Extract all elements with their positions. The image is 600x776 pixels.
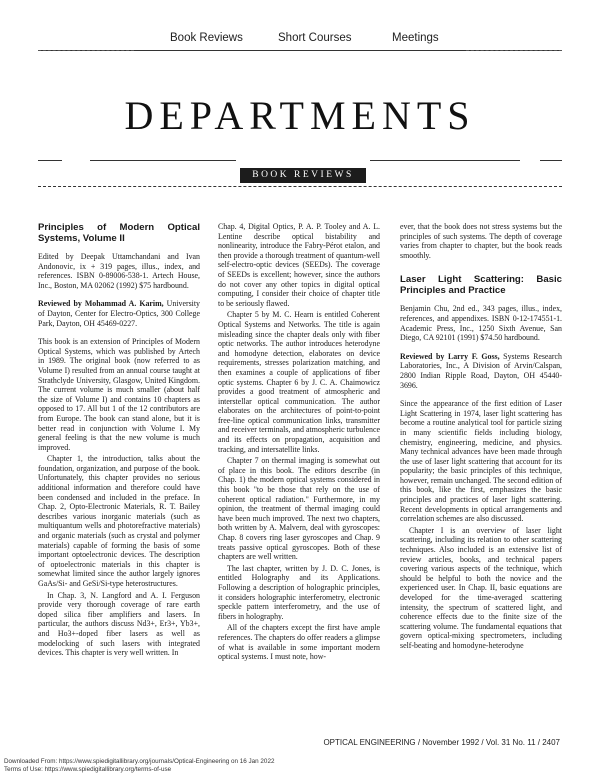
- column-3: [400, 222, 562, 653]
- review-1-paragraph: ever, that the book does not stress systems but the principles of such systems. The depth of coverage varies from chapter to chapter, but the book reads smoothly.: [400, 222, 562, 260]
- band-bottom-rule: [38, 186, 562, 187]
- review-2-title: Laser Light Scattering: Basic Principles and Practice: [400, 274, 562, 297]
- terms-link[interactable]: Terms of Use: https://www.spiedigitallibrary.org/terms-of-use: [4, 766, 172, 773]
- reviewer-1-name: Reviewed by Mohammad A. Karim,: [38, 299, 164, 309]
- review-1-reviewer: [38, 299, 200, 328]
- review-1-paragraph: Chapter 1, the introduction, talks about the foundation, organization, and purpose of the book. Unfortunately, this chapter provides no serious additional information and therefore could have been condensed and included in the preface. In Chap. 2, Opto-Electronic Materials, R. T. Bailey describes various inorganic materials (such as multiquantum wells and photorefractive materials) and organic materials (such as crystal and polymer materials) capable of forming the basis of some important optoelectronic devices. The description of optoelectronic materials in this chapter is somewhat limited since the author largely ignores GaAs/Si- and GeSi/Si-type heterostructures.: [38, 454, 200, 588]
- review-1-meta: Edited by Deepak Uttamchandani and Ivan Andonovic, ix + 319 pages, illus., index, and references. ISBN 0-89006-538-1. Artech House, Inc., Boston, MA 02062 (1992) $75 hardbound.: [38, 252, 200, 290]
- reviewer-1-affiliation: University of Dayton, Center for Electro-Optics, 300 College Park, Dayton, OH 45469-0227.: [38, 299, 200, 328]
- column-2: [218, 222, 380, 664]
- band-rule-right: [370, 160, 520, 161]
- review-1-paragraph: Chapter 5 by M. C. Hearn is entitled Coherent Optical Systems and Networks. The title is again misleading since the chapter deals only with fiber optic networks. The author introduces heterodyne and homodyne detection, elaborates on device requirements, stresses polarization matching, and then examines a couple of applications of fiber optic systems. Chapter 6 by J. C. A. Chaimowicz provides a good treatment of atmospheric and interstellar optical communication. The author elaborates on the architectures of point-to-point free-line optical communication links, transmitter and receiver terminals, and atmospheric turbulence and its effects on propagation, acquisition and tracking, and intersatellite links.: [218, 310, 380, 454]
- review-2-paragraph: Since the appearance of the first edition of Laser Light Scattering in 1974, laser light scattering has become a routine analytical tool for particle sizing in many scientific fields including biology, chemistry, engineering, medicine, and physics. Many technical advances have been made through the use of laser light scattering that account for its popularity; the basic principles of this technique, however, remain unchanged. The second edition of this book, like the first, emphasizes the basic principles and practices of laser light scattering. Recent developments in optical arrangements and correlation schemes are also discussed.: [400, 399, 562, 524]
- review-1-paragraph: In Chap. 3, N. Langford and A. I. Ferguson provide very thorough coverage of rare earth doped silica fiber amplifiers and lasers. In particular, the authors discuss Nd3+, Er3+, Yb3+, and Ho3+-doped fiber lasers as well as modelocking of such lasers with integrated devices. This chapter is very well written. In: [38, 590, 200, 658]
- review-1-paragraph: The last chapter, written by J. D. C. Jones, is entitled Holography and its Applications. Following a description of holographic principles, it considers holographic interferometry, electronic speckle pattern interferometry, and the use of fibers in holography.: [218, 563, 380, 621]
- book-reviews-band: BOOK REVIEWS: [240, 168, 366, 183]
- review-1-paragraph: This book is an extension of Principles of Modern Optical Systems, which was published by Artech in 1989. The original book (now referred to as Volume I) resulted from an annual course taught at Strathclyde University, Glasgow, United Kingdom. The current volume is much smaller (about half the size of Volume I) and contains 10 chapters as opposed to 17. All but 1 of the 12 contributors are from Europe. The book can stand alone, but it is better read in conjunction with Volume I. My general feeling is that the new volume is much improved.: [38, 337, 200, 452]
- review-2-reviewer: [400, 352, 562, 390]
- left-dash: [38, 50, 134, 51]
- section-title: DEPARTMENTS: [124, 93, 476, 138]
- band-rule-right-short: [540, 160, 562, 161]
- review-1-paragraph: All of the chapters except the first have ample references. The chapters do offer readers a glimpse of what is available in some important modern optical systems. I must note, how-: [218, 623, 380, 662]
- reviewer-2-name: Reviewed by Larry F. Goss,: [400, 351, 500, 361]
- right-dash: [466, 50, 562, 51]
- journal-footer: OPTICAL ENGINEERING / November 1992 / Vol. 31 No. 11 / 2407: [323, 738, 560, 747]
- nav-short-courses: Short Courses: [278, 32, 352, 44]
- column-1: [38, 222, 200, 660]
- band-rule-left: [90, 160, 236, 161]
- review-1-paragraph: Chapter 7 on thermal imaging is somewhat out of place in this book. The editors describe (in Chap. 1) the modern optical systems considered in this book "to be those that rely on the use of coherent optical radiation." Furthermore, in my opinion, the treatment of thermal imaging could have been much improved. The next two chapters, both written by A. Malvern, deal with gyroscopes: Chap. 8 covers ring laser gyroscopes and Chap. 9 treats passive optical gyroscopes. Both of these chapters are well written.: [218, 456, 380, 562]
- review-2-meta: Benjamin Chu, 2nd ed., 343 pages, illus., index, references, and appendixes. ISBN 0-12-174551-1. Academic Press, Inc., 1250 Sixth Avenue, San Diego, CA 92101 (1991) $74.50 hardbound.: [400, 304, 562, 343]
- nav-book-reviews: Book Reviews: [170, 32, 243, 44]
- review-2-paragraph: Chapter I is an overview of laser light scattering, including its relation to other scattering techniques. Also included is an extensive list of review articles, books, and technical papers covering various aspects of the technique, which should be helpful to both the novice and the experienced user. In Chap. II, basic equations are developed for the time-averaged scattering intensity, the spectrum of scattered light, and coherence effects due to the finite size of the scattering volume. The fundamental equations that govern optical-mixing spectrometers, including self-beating and homodyne-heterodyne: [400, 525, 562, 650]
- download-notice: Downloaded From: https://www.spiedigitallibrary.org/journals/Optical-Engineering on 16 Jan 2022: [4, 758, 275, 765]
- nav-meetings: Meetings: [392, 32, 439, 44]
- reviewer-2-affiliation: Systems Research Laboratories, Inc., A Division of Arvin/Calspan, 2800 Indian Ripple Road, Dayton, OH 45440-3696.: [400, 351, 562, 390]
- review-1-title: Principles of Modern Optical Systems, Volume II: [38, 222, 200, 244]
- review-1-paragraph: Chap. 4, Digital Optics, P. A. P. Tooley and A. L. Lentine describe optical bistability and nonlinearity, introduce the Fabry-Pérot etalon, and then provide a thorough treatment of quantum-well self-electro-optic devices (SEEDs). The coverage of SEEDs is excellent; however, since the authors do not cover any other topics in digital optical computing, I consider their choice of chapter title to be seriously flawed.: [218, 222, 380, 308]
- band-rule-left-short: [38, 160, 62, 161]
